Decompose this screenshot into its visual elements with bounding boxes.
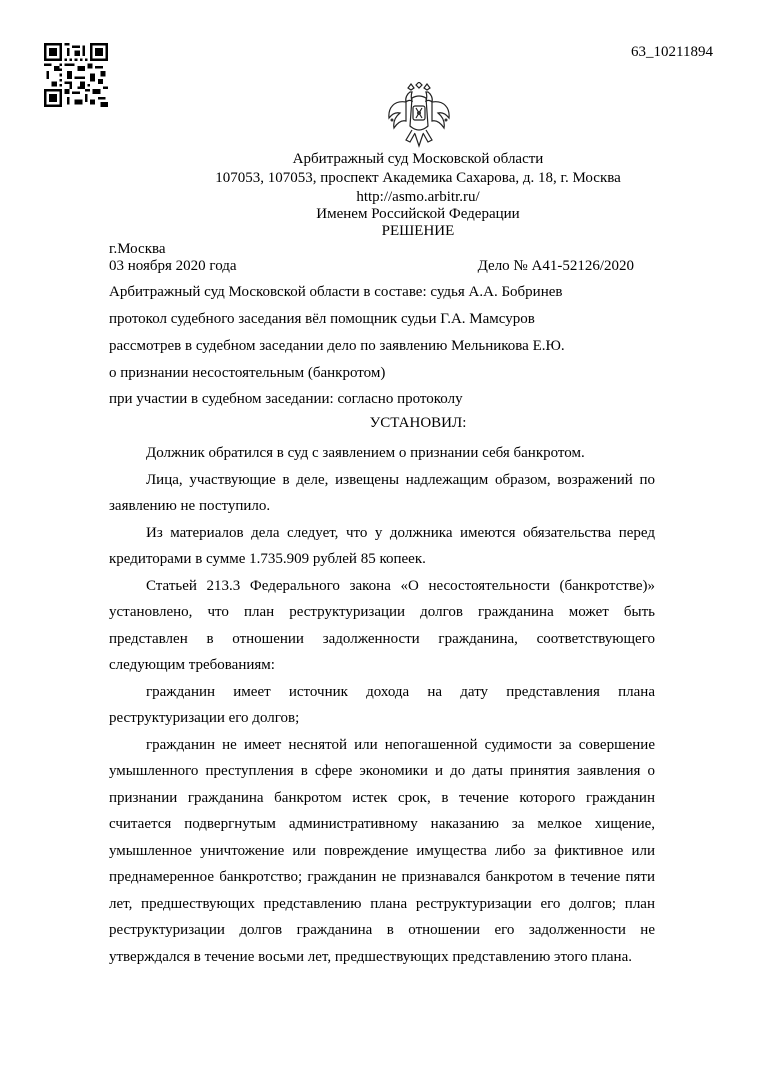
- intro-line: о признании несостоятельным (банкротом): [109, 365, 386, 381]
- paragraph: Должник обратился в суд с заявлением о признании себя банкротом.: [146, 445, 585, 461]
- qr-code: [44, 43, 108, 107]
- paragraph: гражданин имеет источник дохода на дату представления плана реструктуризации его долгов;: [109, 683, 655, 726]
- intro-line: рассмотрев в судебном заседании дело по заявлению Мельникова Е.Ю.: [109, 338, 565, 354]
- court-address: 107053, 107053, проспект Академика Сахарова, д. 18, г. Москва: [215, 170, 621, 186]
- intro-line: Арбитражный суд Московской области в составе: судья А.А. Бобринев: [109, 284, 563, 300]
- city: г.Москва: [109, 241, 166, 257]
- paragraph: Из материалов дела следует, что у должника имеются обязательства перед кредиторами в сумме 1.735.909 рублей 85 копеек.: [109, 524, 655, 567]
- document-type: РЕШЕНИЕ: [381, 223, 455, 239]
- coat-of-arms-emblem: [386, 82, 452, 150]
- intro-line: при участии в судебном заседании: согласно протоколу: [109, 391, 463, 407]
- section-heading-established: УСТАНОВИЛ:: [369, 415, 467, 431]
- paragraph: Лица, участвующие в деле, извещены надлежащим образом, возражений по заявлению не поступило.: [109, 471, 655, 514]
- in-name-of-federation: Именем Российской Федерации: [316, 206, 520, 222]
- decision-date: 03 ноября 2020 года: [109, 258, 237, 274]
- decision-body: [109, 440, 655, 970]
- case-number: Дело № А41-52126/2020: [477, 258, 634, 274]
- intro-line: протокол судебного заседания вёл помощник судьи Г.А. Мамсуров: [109, 311, 535, 327]
- document-id: 63_10211894: [631, 44, 713, 60]
- paragraph: Статьей 213.3 Федерального закона «О несостоятельности (банкротстве)» установлено, что план реструктуризации долгов гражданина может быть представлен в отношении задолженности гражданина, соответствующего следующим требованиям:: [109, 577, 655, 673]
- paragraph: гражданин не имеет неснятой или непогашенной судимости за совершение умышленного преступления в сфере экономики и до даты принятия заявления о признании гражданина банкротом истек срок, в течение которого гражданин считается подвергнутым административному наказанию за мелкое хищение, умышленное уничтожение или повреждение имущества либо за фиктивное или преднамеренное банкротство; гражданин не признавался банкротом в течение пяти лет, предшествующих представлению плана реструктуризации его долгов; план реструктуризации долгов гражданина в отношении его задолженности не утверждался в течение восьми лет, предшествующих представлению этого плана.: [109, 736, 655, 965]
- court-website[interactable]: http://asmo.arbitr.ru/: [356, 189, 480, 205]
- court-name: Арбитражный суд Московской области: [292, 151, 544, 167]
